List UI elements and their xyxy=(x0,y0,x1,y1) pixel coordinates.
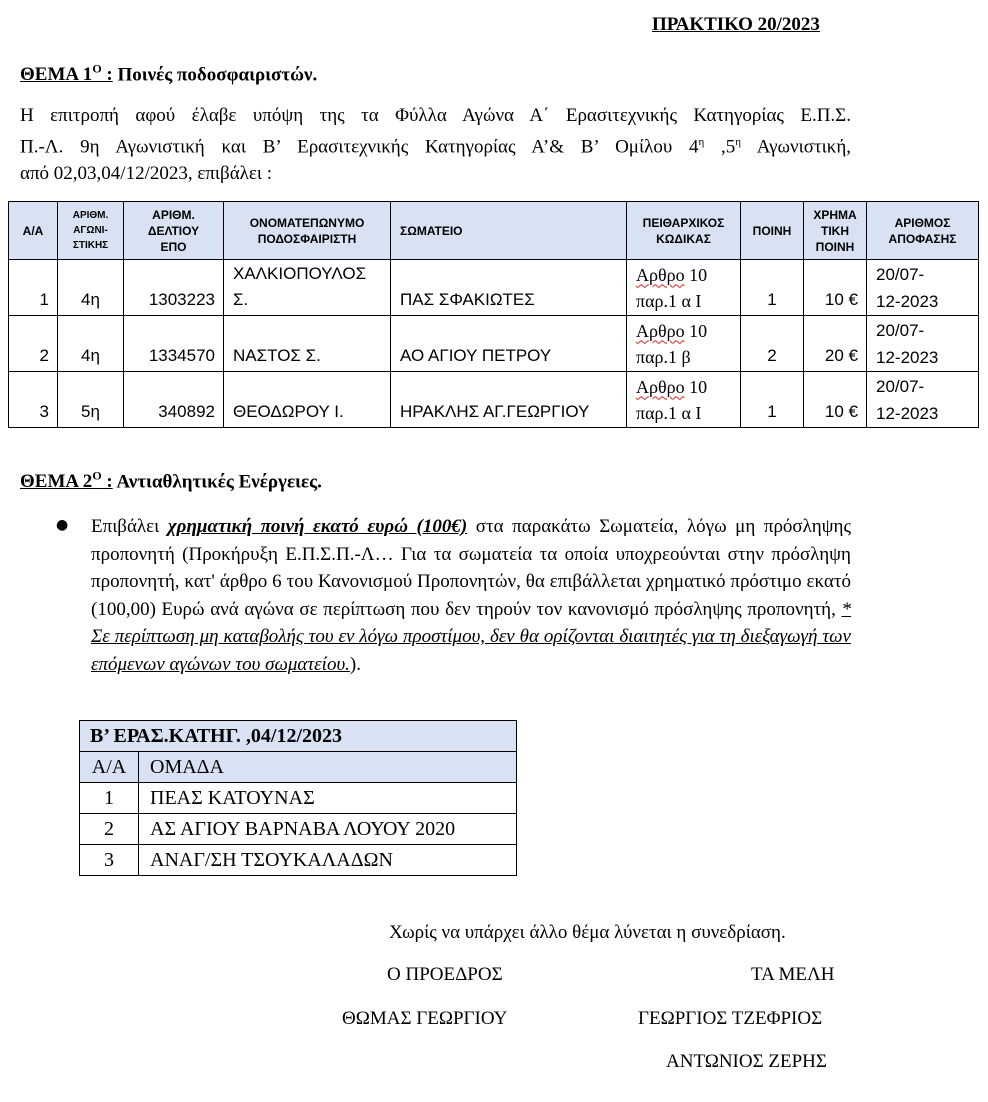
topic-1-heading xyxy=(20,62,317,86)
cell-fine: 10 € xyxy=(804,260,867,316)
member-name-1: ΓΕΩΡΓΙΟΣ ΤΖΕΦΡΙΟΣ xyxy=(638,1008,823,1029)
cell-aa: 3 xyxy=(9,372,58,428)
fine-amount: χρηματική ποινή εκατό ευρώ (100€) xyxy=(167,516,468,537)
header-aa: Α/Α xyxy=(9,202,58,260)
cell-aa: 1 xyxy=(9,260,58,316)
topic-2-heading xyxy=(20,469,322,493)
cell-aa: 2 xyxy=(80,814,139,845)
cell-penalty: 1 xyxy=(741,372,804,428)
cell-player-name: ΘΕΟΔΩΡΟΥ Ι. xyxy=(224,372,391,428)
teams-table-caption-row xyxy=(80,721,517,752)
topic-2-label: ΘΕΜΑ $2^O$ : xyxy=(20,469,113,493)
cell-club: ΑΟ ΑΓΙΟΥ ΠΕΤΡΟΥ xyxy=(391,316,627,372)
topic-1-label: ΘΕΜΑ $1^O$ : xyxy=(20,62,113,86)
cell-player-name: ΝΑΣΤΟΣ Σ. xyxy=(224,316,391,372)
topic-2-text: Αντιαθλητικές Ενέργειες. xyxy=(112,471,322,493)
penalty-table xyxy=(8,201,979,428)
member-name-2: ΑΝΤΩΝΙΟΣ ΖΕΡΗΣ xyxy=(666,1051,827,1072)
header-player-name: ΟΝΟΜΑΤΕΠΩΝΥΜΟ ΠΟΔΟΣΦΑΙΡΙΣΤΗ xyxy=(224,202,391,260)
cell-card: 1303223 xyxy=(124,260,224,316)
teams-table-header xyxy=(80,752,517,783)
cell-code: Αρθρο 10 παρ.1 α Ι xyxy=(627,260,741,316)
cell-team: ΑΣ ΑΓΙΟΥ ΒΑΡΝΑΒΑ ΛΟΥΟΥ 2020 xyxy=(139,814,517,845)
cell-decision: 20/07- 12-2023 xyxy=(867,316,979,372)
header-decision: ΑΡΙΘΜΟΣ ΑΠΟΦΑΣΗΣ xyxy=(867,202,979,260)
cell-penalty: 1 xyxy=(741,260,804,316)
cell-round: 5η xyxy=(58,372,124,428)
cell-club: ΗΡΑΚΛΗΣ ΑΓ.ΓΕΩΡΓΙΟΥ xyxy=(391,372,627,428)
fine-paragraph: Επιβάλει χρηματική ποινή εκατό ευρώ (100€) στα παρακάτω Σωματεία, λόγω μη πρόσληψης προπονητή (Προκήρυξη Ε.Π.Σ.Π.-Λ… Για τα σωματεία τα οποία υποχρεούνται στην πρόσληψη προπονητή, κατ' άρθρο 6 του Κανονισμού Προπονητών, θα επιβάλλεται χρηματικό πρόστιμο εκατό (100,00) Ευρώ ανά αγώνα σε περίπτωση που δεν τηρούν τον κανονισμό πρόσληψης προπονητή, * Σε περίπτωση μη καταβολής του εν λόγω προστίμου, δεν θα ορίζονται διαιτητές για τη διεξαγωγή των επόμενων αγώνων του σωματείου.). xyxy=(91,516,852,675)
header-code: ΠΕΙΘΑΡΧΙΚΟΣ ΚΩΔΙΚΑΣ xyxy=(627,202,741,260)
header-round: ΑΡΙΘΜ. ΑΓΩΝΙ- ΣΤΙΚΗΣ xyxy=(58,202,124,260)
closing-statement: Χωρίς να υπάρχει άλλο θέμα λύνεται η συνεδρίαση. xyxy=(389,922,786,943)
cell-aa: 3 xyxy=(80,845,139,876)
cell-card: 1334570 xyxy=(124,316,224,372)
cell-team: ΠΕΑΣ ΚΑΤΟΥΝΑΣ xyxy=(139,783,517,814)
intro-paragraph xyxy=(20,102,851,187)
intro-line-1: Η επιτροπή αφού έλαβε υπόψη της τα Φύλλα Αγώνα Α΄ Ερασιτεχνικής Κατηγορίας Ε.Π.Σ. xyxy=(20,105,851,126)
cell-decision: 20/07- 12-2023 xyxy=(867,260,979,316)
cell-fine: 10 € xyxy=(804,372,867,428)
president-title: Ο ΠΡΟΕΔΡΟΣ xyxy=(387,964,503,985)
cell-code: Αρθρο 10 παρ.1 β xyxy=(627,316,741,372)
header-fine: ΧΡΗΜΑ ΤΙΚΗ ΠΟΙΝΗ xyxy=(804,202,867,260)
table-row xyxy=(80,845,517,876)
header-card: ΑΡΙΘΜ. ΔΕΛΤΙΟΥ ΕΠΟ xyxy=(124,202,224,260)
cell-decision: 20/07- 12-2023 xyxy=(867,372,979,428)
cell-code: Αρθρο 10 παρ.1 α Ι xyxy=(627,372,741,428)
president-name: ΘΩΜΑΣ ΓΕΩΡΓΙΟΥ xyxy=(342,1008,508,1029)
intro-line-3: από 02,03,04/12/2023, επιβάλει : xyxy=(20,163,272,185)
cell-round: 4η xyxy=(58,316,124,372)
topic-1-text: Ποινές ποδοσφαιριστών. xyxy=(112,64,318,86)
table-row xyxy=(80,783,517,814)
header-club: ΣΩΜΑΤΕΙΟ xyxy=(391,202,627,260)
table-row xyxy=(9,372,979,428)
cell-club: ΠΑΣ ΣΦΑΚΙΩΤΕΣ xyxy=(391,260,627,316)
cell-player-name: ΧΑΛΚΙΟΠΟΥΛΟΣ Σ. xyxy=(224,260,391,316)
header-aa: Α/Α xyxy=(80,752,139,783)
cell-fine: 20 € xyxy=(804,316,867,372)
cell-aa: 2 xyxy=(9,316,58,372)
bullet-icon: ● xyxy=(56,517,69,533)
cell-round: 4η xyxy=(58,260,124,316)
members-title: ΤΑ ΜΕΛΗ xyxy=(751,964,835,985)
cell-card: 340892 xyxy=(124,372,224,428)
table-row xyxy=(9,260,979,316)
header-penalty: ΠΟΙΝΗ xyxy=(741,202,804,260)
penalty-table-header xyxy=(9,202,979,260)
table-row xyxy=(80,814,517,845)
table-row xyxy=(9,316,979,372)
header-team: ΟΜΑΔΑ xyxy=(139,752,517,783)
document-title: ΠΡΑΚΤΙΚΟ 20/2023 xyxy=(652,14,820,35)
teams-table xyxy=(79,720,517,876)
intro-line-2: Π.-Λ. 9η Αγωνιστική και Β’ Ερασιτεχνικής Κατηγορίας Α’& Β’ Ομίλου $4^\eta$ $,5^\eta$ Αγωνιστική, xyxy=(20,136,852,158)
cell-penalty: 2 xyxy=(741,316,804,372)
cell-aa: 1 xyxy=(80,783,139,814)
teams-table-caption: Β’ ΕΡΑΣ.ΚΑΤΗΓ. ,04/12/2023 xyxy=(80,721,517,752)
cell-team: ΑΝΑΓ/ΣΗ ΤΣΟΥΚΑΛΑΔΩΝ xyxy=(139,845,517,876)
fine-note: * Σε περίπτωση μη καταβολής του εν λόγω προστίμου, δεν θα ορίζονται διαιτητές για τη διεξαγωγή των επόμενων αγώνων του σωματείου. xyxy=(91,598,851,675)
